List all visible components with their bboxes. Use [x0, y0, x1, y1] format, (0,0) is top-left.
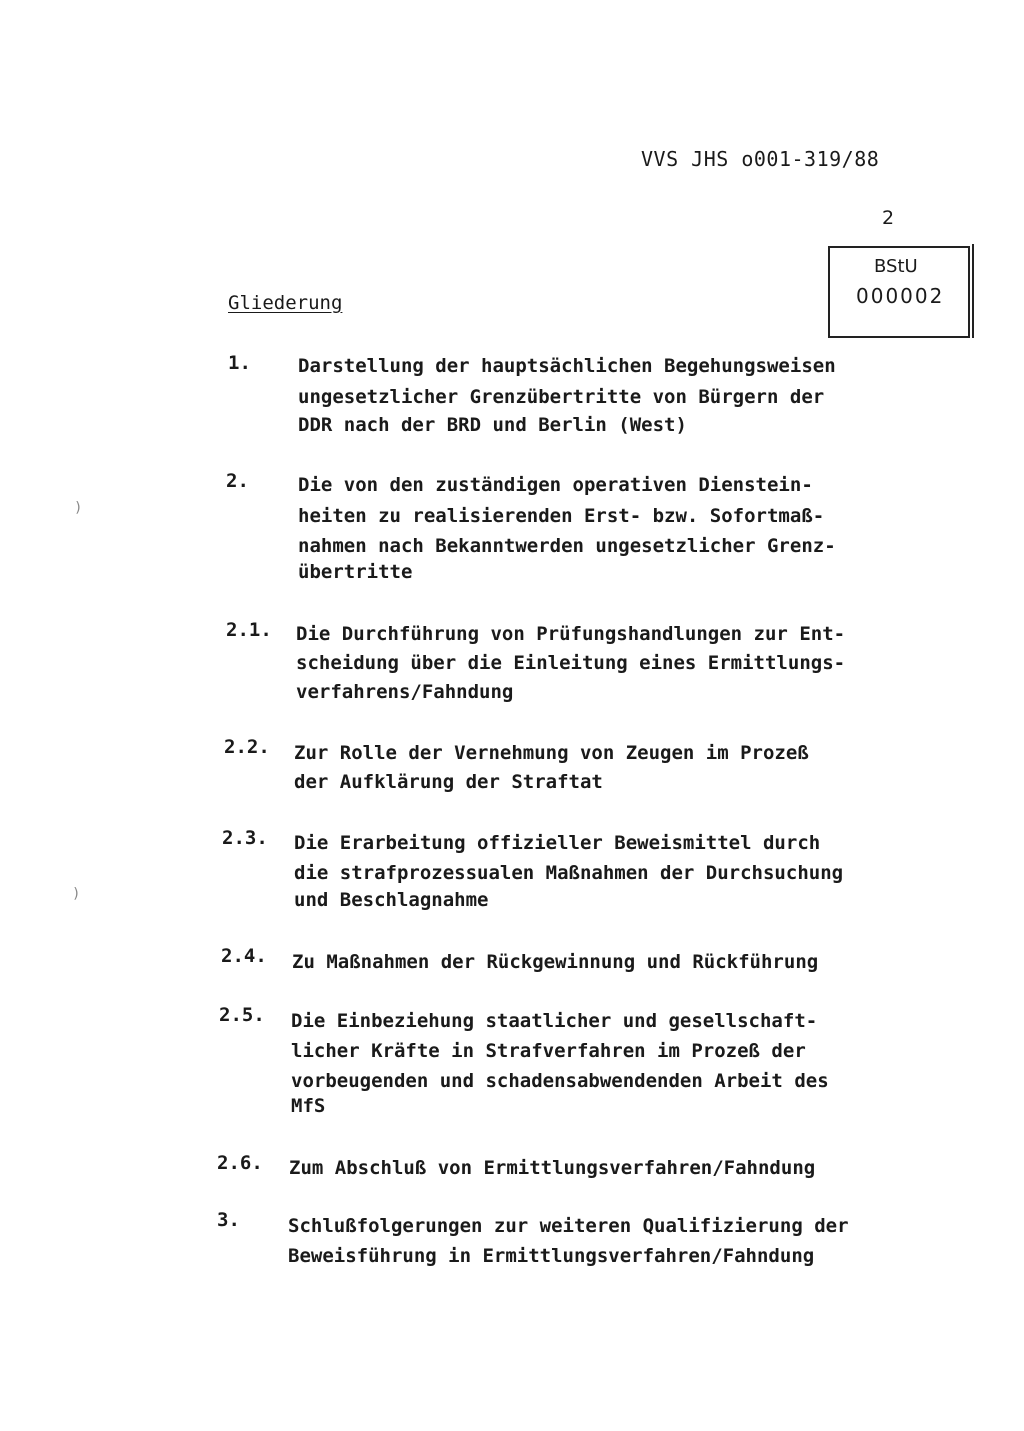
item-text-line: Schlußfolgerungen zur weiteren Qualifizierung der — [288, 1215, 849, 1237]
item-text-line: vorbeugenden und schadensabwendenden Arbeit des — [291, 1070, 829, 1092]
item-number: 3. — [217, 1209, 240, 1231]
item-text-line: MfS — [291, 1095, 326, 1117]
item-text-line: nahmen nach Bekanntwerden ungesetzlicher Grenz- — [298, 535, 836, 557]
item-text-line: ungesetzlicher Grenzübertritte von Bürgern der — [298, 386, 825, 408]
item-text-line: Zur Rolle der Vernehmung von Zeugen im Prozeß — [294, 742, 809, 764]
item-text-line: heiten zu realisierenden Erst- bzw. Sofortmaß- — [298, 505, 825, 527]
page-number: 2 — [882, 207, 895, 229]
item-text-line: scheidung über die Einleitung eines Ermittlungs- — [296, 652, 846, 674]
item-number: 2.3. — [222, 827, 268, 849]
item-text-line: übertritte — [298, 561, 413, 583]
item-text-line: die strafprozessualen Maßnahmen der Durchsuchung — [294, 862, 844, 884]
stamp-title: BStU — [874, 256, 918, 277]
item-text-line: licher Kräfte in Strafverfahren im Prozeß der — [291, 1040, 806, 1062]
item-number: 2.6. — [217, 1152, 263, 1174]
archive-stamp — [828, 246, 970, 338]
item-text-line: Zu Maßnahmen der Rückgewinnung und Rückführung — [292, 951, 819, 973]
item-number: 2. — [226, 470, 249, 492]
item-number: 2.1. — [226, 619, 272, 641]
item-number: 2.2. — [224, 736, 270, 758]
item-text-line: der Aufklärung der Straftat — [294, 771, 603, 793]
item-text-line: Die Einbeziehung staatlicher und gesellschaft- — [291, 1010, 818, 1032]
item-text-line: Beweisführung in Ermittlungsverfahren/Fahndung — [288, 1245, 815, 1267]
item-text-line: Darstellung der hauptsächlichen Begehungsweisen — [298, 355, 836, 377]
item-text-line: und Beschlagnahme — [294, 889, 489, 911]
item-text-line: Die von den zuständigen operativen Dienstein- — [298, 474, 813, 496]
item-text-line: Die Durchführung von Prüfungshandlungen zur Ent- — [296, 623, 846, 645]
item-text-line: Die Erarbeitung offizieller Beweismittel durch — [294, 832, 821, 854]
item-text-line: verfahrens/Fahndung — [296, 681, 514, 703]
item-text-line: DDR nach der BRD und Berlin (West) — [298, 414, 687, 436]
section-heading: Gliederung — [228, 292, 343, 314]
stamp-number: 000002 — [856, 284, 945, 308]
margin-mark: ) — [72, 886, 81, 902]
item-text-line: Zum Abschluß von Ermittlungsverfahren/Fahndung — [289, 1157, 816, 1179]
item-number: 2.4. — [221, 945, 267, 967]
margin-mark: ) — [74, 500, 83, 516]
item-number: 2.5. — [219, 1004, 265, 1026]
document-reference: VVS JHS o001-319/88 — [641, 147, 880, 171]
item-number: 1. — [228, 352, 251, 374]
